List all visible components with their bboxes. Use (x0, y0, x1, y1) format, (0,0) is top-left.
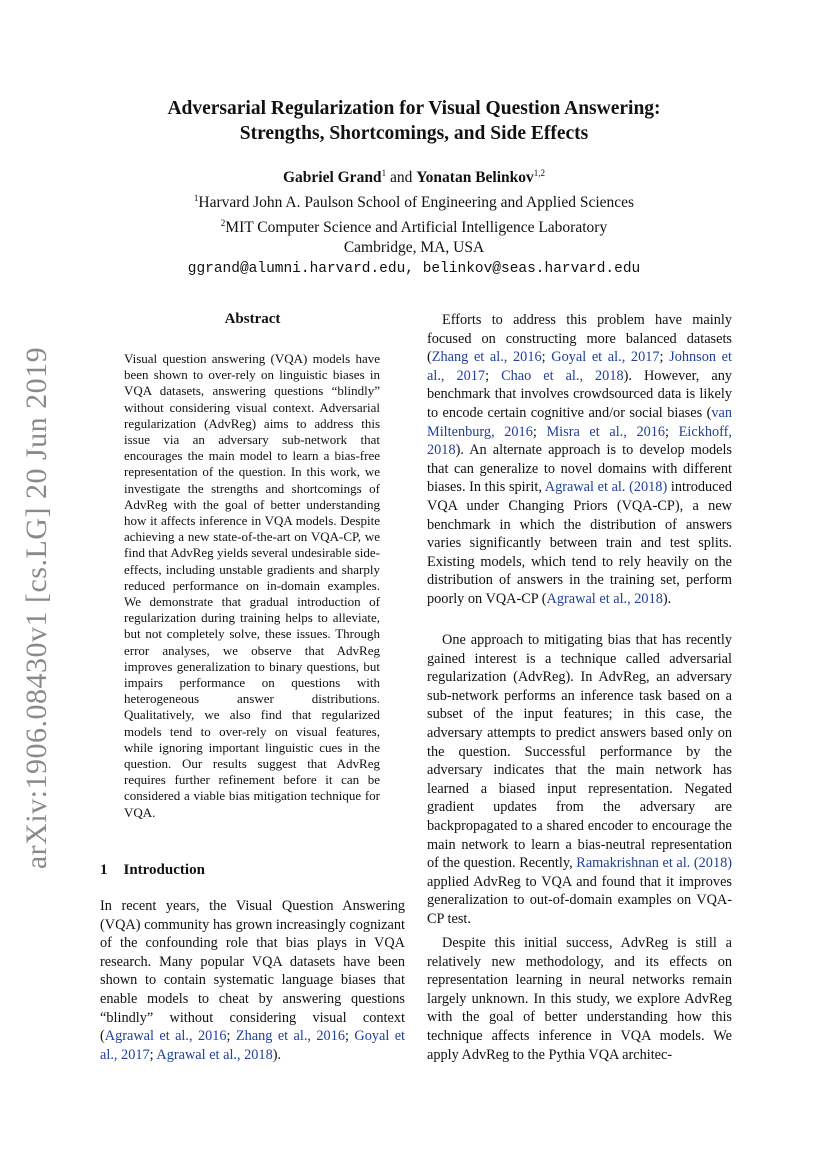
citation-link[interactable]: van Miltenburg, 2016 (427, 404, 732, 440)
affiliation-1 (0, 188, 828, 213)
citation-link[interactable]: Eickhoff, 2018 (427, 423, 732, 459)
citation-link[interactable]: Goyal et al., 2017 (551, 349, 660, 366)
affiliation-2-mark: 2 (220, 218, 226, 229)
author-names (0, 163, 828, 188)
section-title: Introduction (123, 862, 205, 878)
title-line-2: Strengths, Shortcomings, and Side Effects (239, 123, 589, 144)
paragraph-segment: ). (272, 1046, 282, 1063)
introduction-paragraph-2 (427, 311, 732, 609)
author-1-affiliation-mark: 1 (381, 168, 387, 178)
author-location: Cambridge, MA, USA (343, 239, 485, 257)
citation-link[interactable]: Agrawal et al. (2018) (544, 479, 668, 496)
paragraph-segment: ). However, any benchmark that involves crowdsourced data is likely to encode certain cognitive and/or social biases ( (427, 367, 733, 421)
affiliation-1-text: Harvard John A. Paulson School of Engineering and Applied Sciences (198, 194, 635, 212)
author-emails: ggrand@alumni.harvard.edu, belinkov@seas.harvard.edu (187, 261, 641, 278)
citation-link[interactable]: Agrawal et al., 2018 (156, 1046, 273, 1063)
citation-link[interactable]: Agrawal et al., 2016 (104, 1028, 227, 1045)
citation-link[interactable]: Ramakrishnan et al. (2018) (576, 855, 733, 872)
affiliation-2-text: MIT Computer Science and Artificial Intelligence Laboratory (225, 219, 608, 237)
paragraph-segment: applied AdvReg to VQA and found that it improves generalization to out-of-domain examples on VQA-CP test. (427, 873, 732, 927)
section-heading-introduction (100, 862, 205, 879)
author-2-affiliation-mark: 1,2 (533, 168, 546, 178)
author-block (0, 163, 828, 279)
citation-link[interactable]: Zhang et al., 2016 (431, 349, 542, 366)
affiliation-1-mark: 1 (193, 193, 199, 204)
arxiv-identifier-text: arXiv:1906.08430v1 [cs.LG] 20 Jun 2019 (20, 346, 53, 870)
paragraph-segment: One approach to mitigating bias that has recently gained interest is a technique called adversarial regularization (AdvReg). In AdvReg, an adversary sub-network performs an inference task based on a subset of the input features; in this case, the adversary attempts to predict answers based only on the question. Successful performance by the adversary indicates that the main network has learned a biased input representation. Negated gradient updates from the adversary are backpropagated to a shared encoder to encourage the main network to learn a bias-neutral representation of the question. Recently, (427, 632, 732, 872)
author-1-name: Gabriel Grand (282, 169, 382, 187)
title-line-1: Adversarial Regularization for Visual Question Answering: (167, 98, 661, 119)
abstract-text: Visual question answering (VQA) models have been shown to over-rely on linguistic biases in VQA datasets, answering questions “blindly” without considering visual context. Adversarial regularization (AdvReg) aims to address this issue via an adversary sub-network that encourages the main model to learn a bias-free representation of the question. In this work, we investigate the strengths and shortcomings of AdvReg with the goal of better understanding how it affects inference in VQA models. Despite achieving a new state-of-the-art on VQA-CP, we find that AdvReg yields several undesirable side-effects, including unstable gradients and sharply reduced performance on in-domain examples. We demonstrate that gradual introduction of regularization during training helps to alleviate, but not completely solve, these issues. Through error analyses, we observe that AdvReg improves generalization to binary questions, but impairs performance on questions with heterogeneous answer distributions. Qualitatively, we also find that regularized models tend to over-rely on visual features, while ignoring important linguistic cues in the question. Our results suggest that AdvReg requires further refinement before it can be considered a viable bias mitigation technique for VQA. (124, 351, 380, 820)
paragraph-text: Efforts to address this problem have mainly focused on constructing more balanced datasets (Zhang et al., 2016; Goyal et al., 2017; Johnson et al., 2017; Chao et al., 2018). However, any benchmark that involves crowdsourced data is likely to encode certain cognitive and/or social biases (van Miltenburg, 2016; Misra et al., 2016; Eickhoff, 2018). An alternate approach is to develop models that can generalize to novel domains with different biases. In this spirit, Agrawal et al. (2018) introduced VQA under Changing Priors (VQA-CP), a new benchmark in which the distribution of answers varies significantly between train and test splits. Existing models, which tend to rely heavily on the distribution of answers in the training set, perform poorly on VQA-CP (Agrawal et al., 2018). (427, 312, 733, 607)
paragraph-text: In recent years, the Visual Question Answering (VQA) community has grown increasingly cognizant of the confounding role that bias plays in VQA research. Many popular VQA datasets have been shown to contain systematic language biases that enable models to cheat by answering questions “blindly” without considering visual context (Agrawal et al., 2016; Zhang et al., 2016; Goyal et al., 2017; Agrawal et al., 2018). (100, 898, 406, 1063)
abstract-heading: Abstract (224, 311, 281, 327)
citation-link[interactable]: Zhang et al., 2016 (235, 1028, 345, 1045)
affiliation-2 (0, 213, 828, 238)
citation-link[interactable]: Goyal et al., 2017 (100, 1028, 406, 1063)
citation-link[interactable]: Chao et al., 2018 (501, 367, 624, 384)
introduction-paragraph-4 (427, 934, 732, 1064)
arxiv-identifier-stamp (20, 346, 53, 870)
paragraph-segment: Efforts to address this problem have mainly focused on constructing more balanced datasets ( (427, 312, 732, 366)
author-conjunction: and (389, 169, 413, 187)
paragraph-segment: In recent years, the Visual Question Answering (VQA) community has grown increasingly cognizant of the confounding role that bias plays in VQA research. Many popular VQA datasets have been shown to contain systematic language biases that enable models to cheat by answering questions “blindly” without considering visual context ( (100, 898, 405, 1045)
author-2-name: Yonatan Belinkov (416, 169, 534, 187)
paragraph-segment: ). (662, 590, 672, 607)
introduction-paragraph-1 (100, 897, 405, 1064)
introduction-paragraph-3 (427, 631, 732, 929)
citation-link[interactable]: Agrawal et al., 2018 (546, 590, 663, 607)
paragraph-text (427, 631, 732, 929)
paragraph-text: Despite this initial success, AdvReg is still a relatively new methodology, and its effects on representation learning in neural networks remain largely unknown. In this study, we explore AdvReg with the goal of better understanding how this technique affects inference in VQA models. We apply AdvReg to the Pythia VQA architec- (427, 935, 732, 1063)
paragraph-segment: introduced VQA under Changing Priors (VQA-CP), a new benchmark in which the distribution of answers varies significantly between train and test splits. Existing models, which tend to rely heavily on the distribution of answers in the training set, perform poorly on VQA-CP ( (427, 479, 732, 607)
section-number: 1 (100, 862, 108, 878)
paper-title (0, 96, 828, 146)
citation-link[interactable]: Misra et al., 2016 (546, 423, 666, 440)
paragraph-segment: ). An alternate approach is to develop models that can generalize to novel domains with different biases. In this spirit, (427, 442, 732, 496)
citation-link[interactable]: Johnson et al., 2017 (427, 349, 732, 384)
